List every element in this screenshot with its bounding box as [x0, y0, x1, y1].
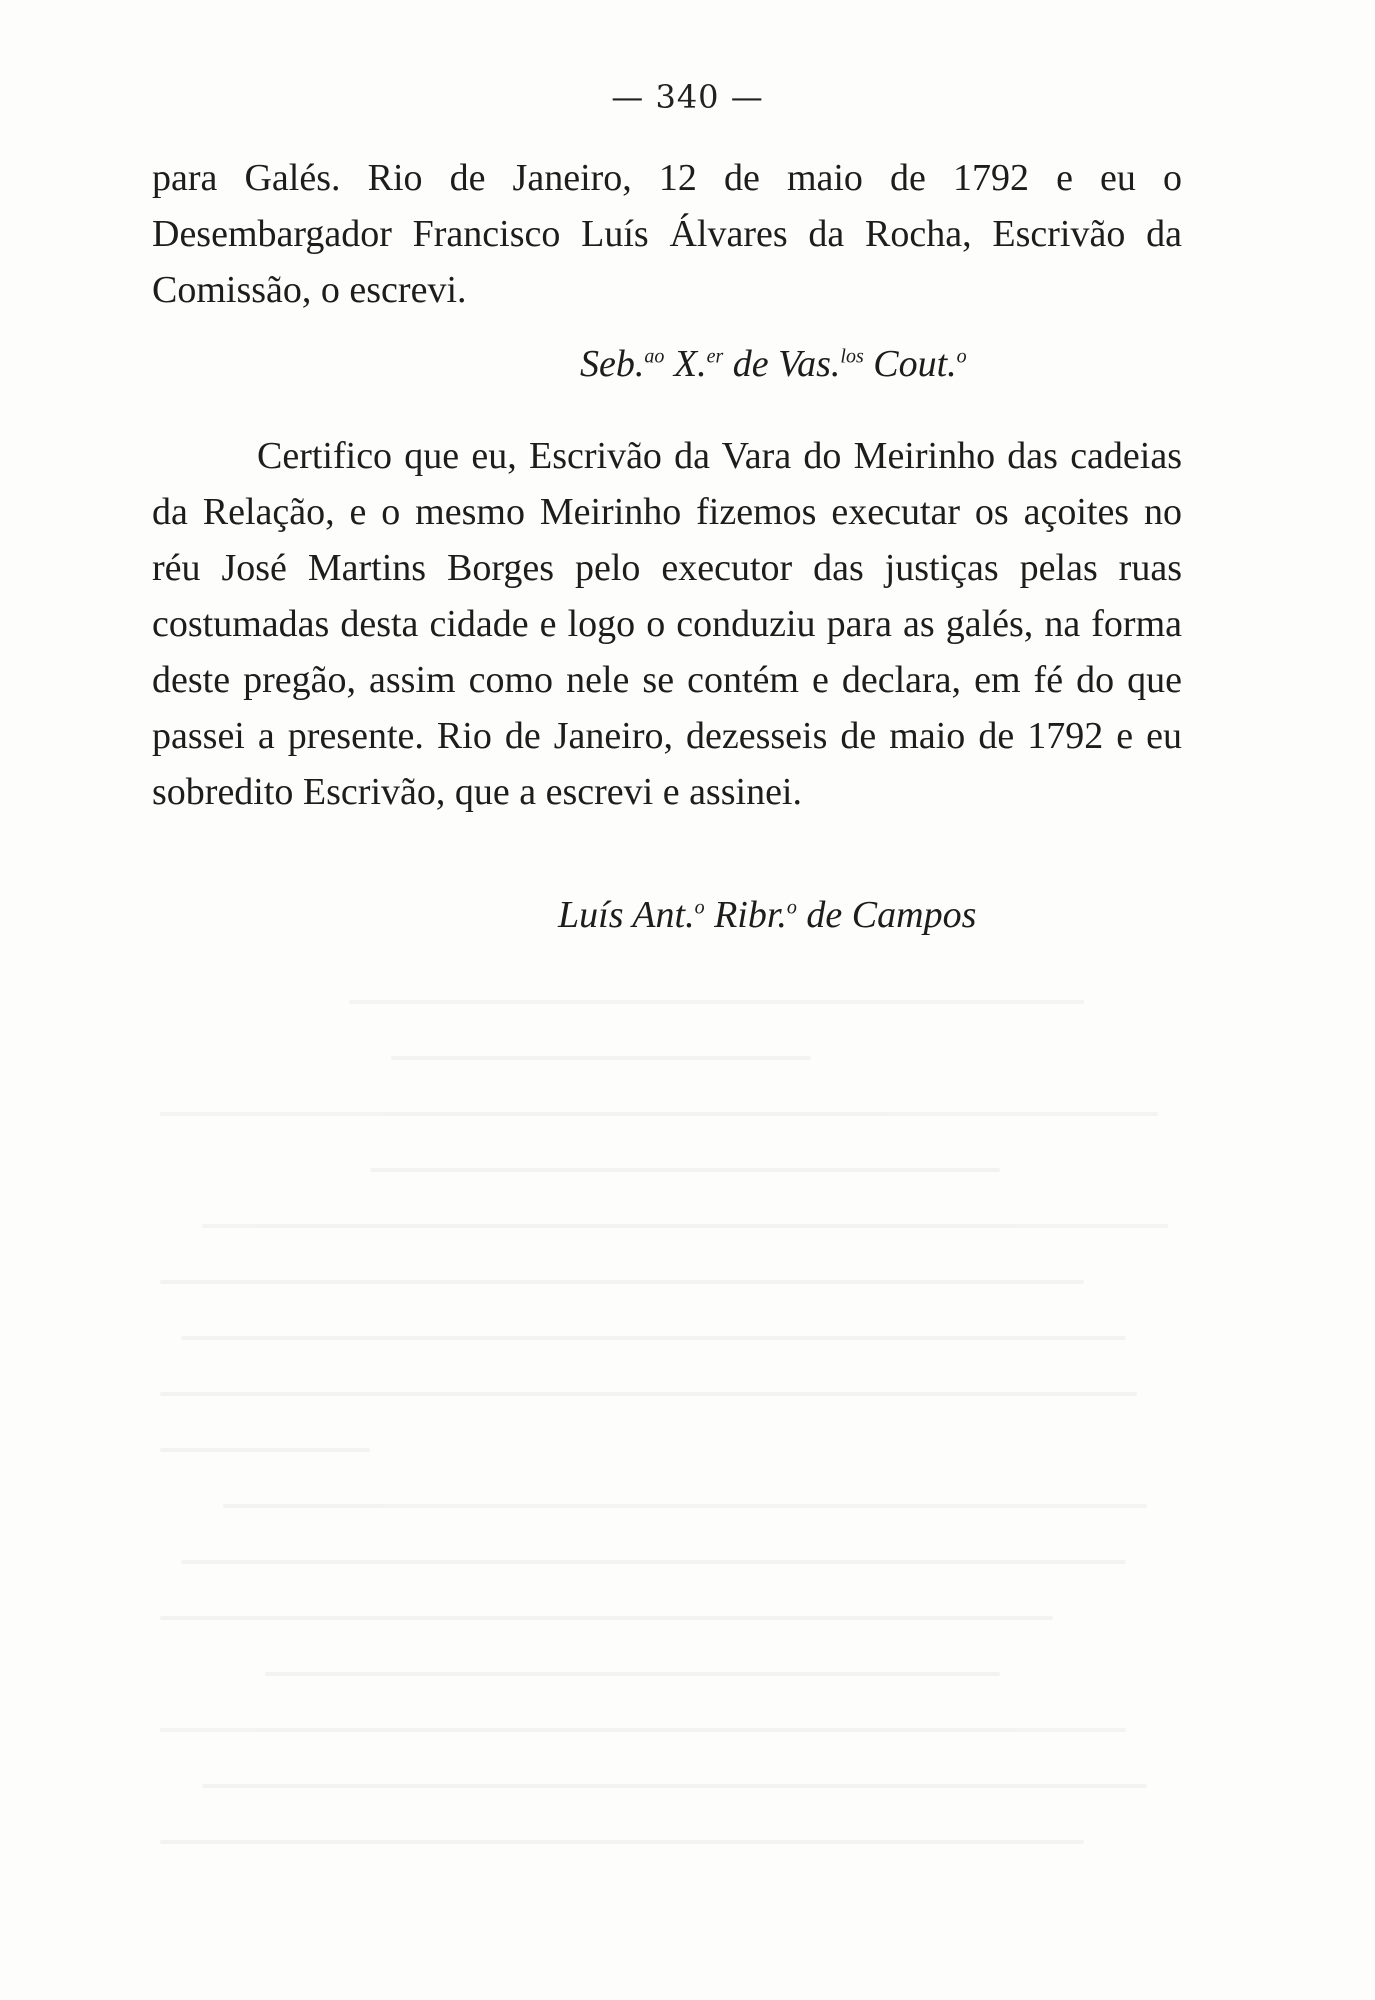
- signature-2: [558, 893, 976, 937]
- signature-1-part3: de Vas.: [723, 343, 841, 385]
- signature-1-part2: X.: [664, 343, 707, 385]
- signature-1-sup3: los: [840, 345, 864, 368]
- signature-1-sup4: o: [956, 345, 967, 368]
- page-number: — 340 —: [611, 78, 764, 116]
- paragraph-1: para Galés. Rio de Janeiro, 12 de maio de 1792 e eu o Desembargador Francisco Luís Álvares da Rocha, Escrivão da Comissão, o escrevi.: [152, 157, 1182, 311]
- signature-1-sup1: ao: [644, 345, 665, 368]
- signature-2-part1: Luís Ant.: [558, 894, 695, 936]
- signature-2-sup2: o: [786, 896, 797, 919]
- signature-2-part2: Ribr.: [704, 894, 787, 936]
- signature-1-sup2: er: [706, 345, 724, 368]
- paragraph-2: Certifico que eu, Escrivão da Vara do Meirinho das cadeias da Relação, e o mesmo Meirinho fizemos executar os açoites no réu José Martins Borges pelo executor das justiças pelas ruas costumadas desta cidade e logo o conduziu para as galés, na forma deste pregão, assim como nele se contém e declara, em fé do que passei a presente. Rio de Janeiro, dezesseis de maio de 1792 e eu sobredito Escrivão, que a escrevi e assinei.: [152, 435, 1182, 813]
- signature-1-part4: Cout.: [863, 343, 957, 385]
- signature-2-sup1: o: [694, 896, 705, 919]
- signature-1: [580, 342, 967, 386]
- signature-1-part1: Seb.: [580, 343, 645, 385]
- signature-2-part3: de Campos: [796, 894, 977, 936]
- show-through-texture: [160, 1000, 1210, 1900]
